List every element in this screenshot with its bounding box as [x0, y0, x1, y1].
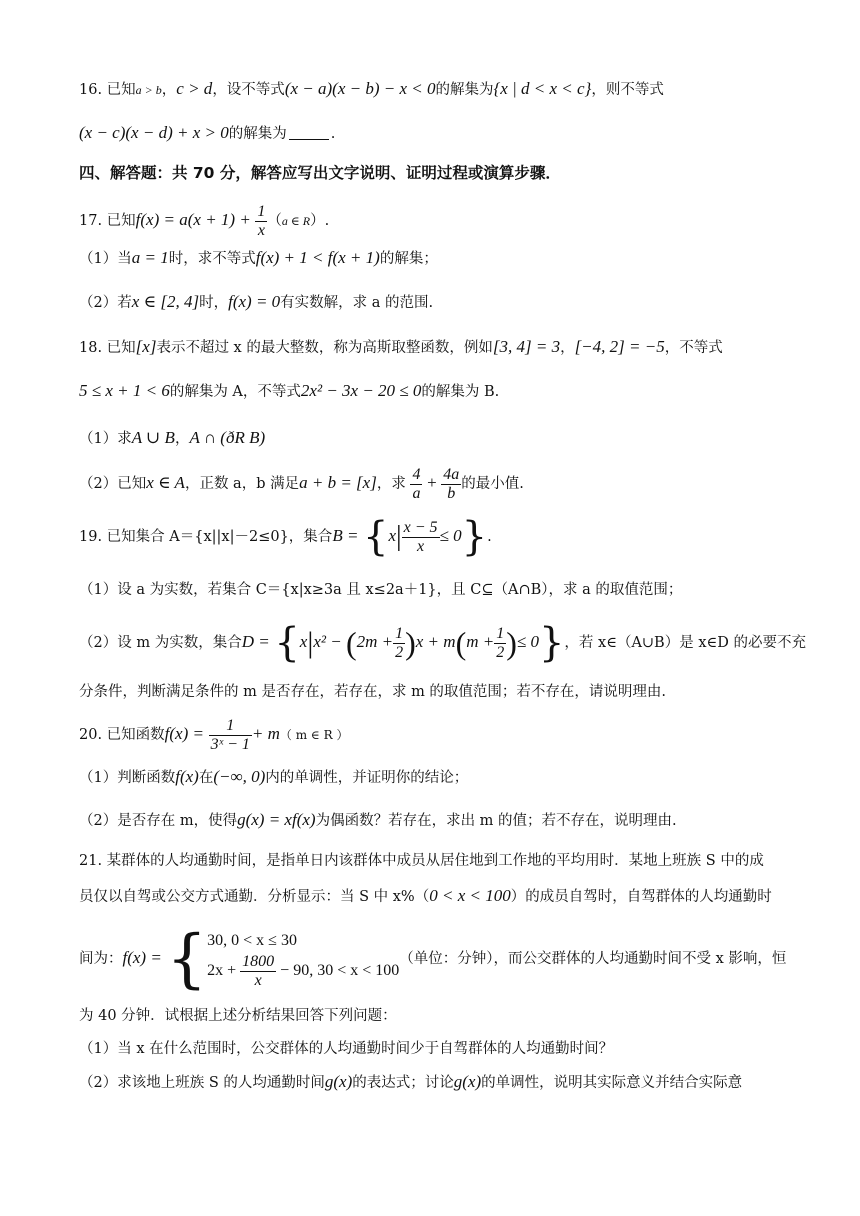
q16-inequality-2: (x − c)(x − d) + x > 0 — [79, 123, 229, 142]
q20-fraction: $\frac{1}{\text{3ˣ − 1}}$ — [210, 716, 250, 753]
q17-part1-inequality: f(x) + 1 < f(x + 1) — [255, 248, 380, 267]
q16-cond-cd: c > d — [176, 79, 213, 98]
q19-part2-cont: 分条件，判断满足条件的 m 是否存在，若存在，求 m 的取值范围；若不存在，请说明理由. — [79, 684, 667, 700]
q18-fraction-2: $\frac{4a}{b}$ — [443, 465, 460, 502]
q17-fraction: $\frac{1}{x}$ — [257, 202, 266, 239]
q19-part2: （2）设 m 为实数，集合D = {x|x² − (2m + $\frac{1}{2}$ )x + m(m + $\frac{1}{2}$ )≤ 0}，若 x∈（A∪B）是 x∈D 的必要不充 — [79, 620, 806, 666]
q16-cond-ab: a > b — [135, 83, 162, 97]
answer-blank[interactable] — [289, 125, 329, 140]
q21-line4: 为 40 分钟．试根据上述分析结果回答下列问题： — [79, 1008, 397, 1024]
q16-line2: (x − c)(x − d) + x > 0的解集为 . — [79, 123, 336, 142]
q20-part2: （2）是否存在 m，使得g(x) = xf(x)为偶函数？若存在，求出 m 的值；若不存在，说明理由. — [79, 810, 677, 829]
q17-line1: 17. 已知f(x) = a(x + 1) + $\frac{1}{x}$ （a ∈ R）. — [79, 202, 330, 239]
q16-inequality-1: (x − a)(x − b) − x < 0 — [284, 79, 436, 98]
q21-line3: 间为：f(x) = { 30, 0 < x ≤ 30 2x + $\frac{1800}{x}$ − 90, 30 < x < 100 （单位：分钟），而公交群体的人均通勤时间不受 x 影响，恒 — [79, 922, 787, 996]
q20-label: 20. 已知函数 — [79, 727, 165, 743]
q19-fraction: $\frac{x - 5}{x}$ — [403, 518, 438, 555]
q17-label: 17. 已知 — [79, 213, 136, 229]
q21-line1: 21. 某群体的人均通勤时间，是指单日内该群体中成员从居住地到工作地的平均用时．某地上班族 S 中的成 — [79, 853, 764, 869]
q21-part1: （1）当 x 在什么范围时，公交群体的人均通勤时间少于自驾群体的人均通勤时间？ — [79, 1041, 614, 1057]
section-heading: 四、解答题：共 70 分，解答应写出文字说明、证明过程或演算步骤． — [79, 164, 561, 182]
q17-function: f(x) = a(x + 1) + — [135, 210, 251, 229]
q19-label: 19. 已知集合 A＝{x||x|－2≤0}，集合 — [79, 529, 333, 545]
q16-label: 16. 已知 — [79, 82, 136, 98]
q18-line1: 18. 已知[x]表示不超过 x 的最大整数，称为高斯取整函数，例如[3, 4] = 3，[−4, 2] = −5，不等式 — [79, 337, 723, 356]
q18-label: 18. 已知 — [79, 340, 136, 356]
q18-part2: （2）已知x ∈ A，正数 a，b 满足a + b = [x]，求 $\frac{4}{a}$ + $\frac{4a}{b}$ 的最小值. — [79, 465, 524, 502]
q21-piecewise: 30, 0 < x ≤ 30 2x + $\frac{1800}{x}$ − 90, 30 < x < 100 — [207, 931, 400, 989]
q19-part1: （1）设 a 为实数，若集合 C＝{x|x≥3a 且 x≤2a＋1}，且 C⊆（A∩B），求 a 的取值范围； — [79, 582, 683, 598]
q17-part2: （2）若x ∈ [2, 4]时，f(x) = 0有实数解，求 a 的范围. — [79, 292, 434, 311]
q20-part1: （1）判断函数f(x)在(−∞, 0)内的单调性，并证明你的结论； — [79, 767, 469, 786]
q16-line1: 16. 已知a > b，c > d，设不等式(x − a)(x − b) − x < 0的解集为{x | d < x < c}，则不等式 — [79, 79, 664, 98]
q20-line1: 20. 已知函数f(x) = $\frac{1}{\text{3ˣ − 1}}$ + m（ m ∈ R ） — [79, 716, 349, 753]
q19-line1: 19. 已知集合 A＝{x||x|－2≤0}，集合B = {x| $\frac{x - 5}{x}$ ≤ 0}. — [79, 514, 492, 560]
q17-part1: （1）当a = 1时，求不等式f(x) + 1 < f(x + 1)的解集； — [79, 248, 438, 267]
q21-part2: （2）求该地上班族 S 的人均通勤时间g(x)的表达式；讨论g(x)的单调性，说明其实际意义并结合实际意 — [79, 1072, 743, 1091]
q18-part1: （1）求A ∪ B，A ∩ (ðR B) — [79, 428, 266, 447]
q18-fraction-1: $\frac{4}{a}$ — [412, 465, 421, 502]
q18-line2: 5 ≤ x + 1 < 6的解集为 A，不等式2x² − 3x − 20 ≤ 0的解集为 B. — [79, 381, 500, 400]
q21-line2: 员仅以自驾或公交方式通勤．分析显示：当 S 中 x%（0 < x < 100）的成员自驾时，自驾群体的人均通勤时 — [79, 886, 772, 905]
q16-solution-set: {x | d < x < c} — [493, 79, 592, 98]
